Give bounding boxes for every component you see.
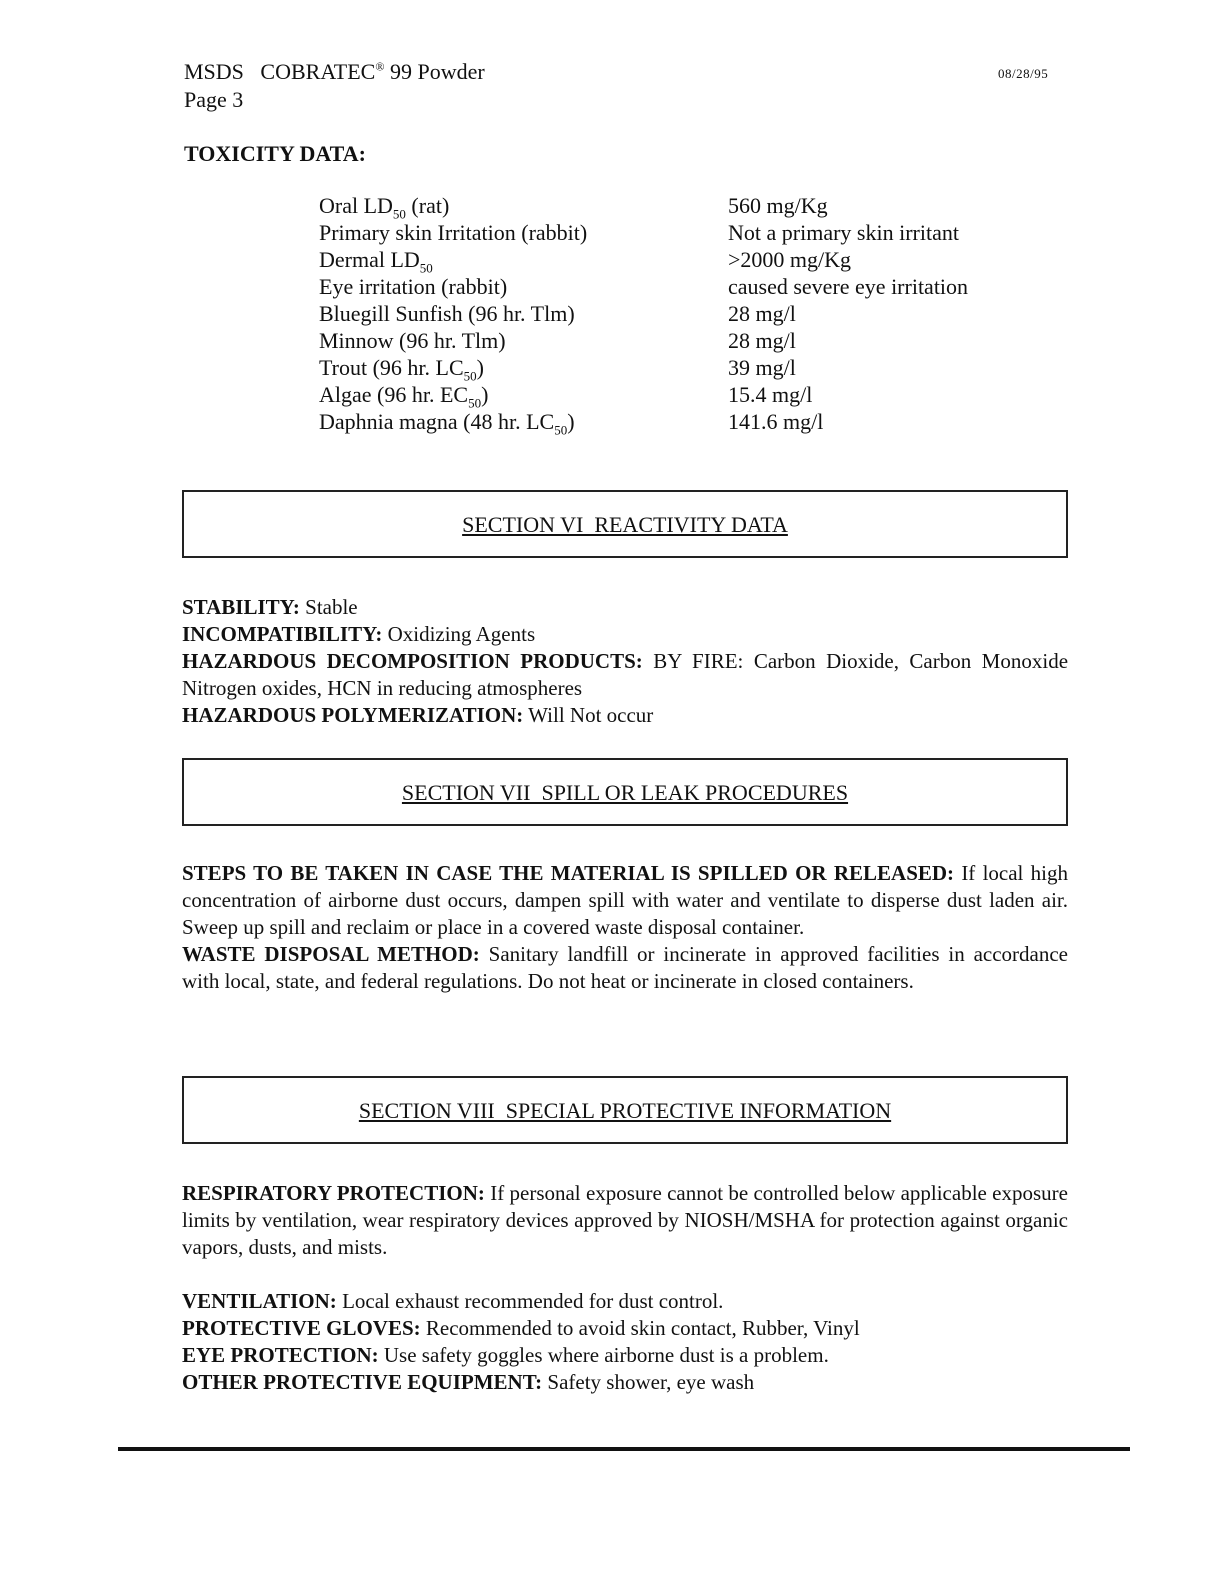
page-number: Page 3	[184, 87, 244, 112]
toxicity-title: TOXICITY DATA:	[184, 141, 366, 166]
section-8-title: SECTION VIII SPECIAL PROTECTIVE INFORMATION	[358, 1098, 892, 1123]
other-equipment-line	[182, 1369, 1068, 1396]
toxicity-value: 15.4 mg/l	[728, 382, 813, 407]
toxicity-value: 28 mg/l	[728, 328, 796, 353]
steps-value: If local high concentration of airborne dust occurs, dampen spill with water and ventilate to disperse dust laden air. Sweep up spill and reclaim or place in a covered waste disposal container.	[182, 861, 1068, 939]
toxicity-test	[319, 382, 489, 411]
stability-label: STABILITY:	[182, 595, 300, 619]
toxicity-test-text: Trout (96 hr. LC	[319, 355, 464, 380]
toxicity-row	[319, 300, 1039, 327]
toxicity-value: 39 mg/l	[728, 355, 796, 380]
steps-paragraph	[182, 860, 1068, 941]
header-title	[184, 58, 485, 86]
toxicity-test	[319, 301, 575, 326]
section-6-title: SECTION VI REACTIVITY DATA	[462, 512, 788, 537]
toxicity-row	[319, 192, 1039, 222]
toxicity-test	[319, 220, 587, 245]
document-header	[184, 58, 485, 114]
toxicity-test-text: Daphnia magna (48 hr. LC	[319, 409, 555, 434]
section-8-box	[182, 1076, 1068, 1144]
toxicity-test-subscript: 50	[463, 368, 477, 384]
respiratory-block	[182, 1180, 1068, 1261]
incompatibility-line	[182, 621, 1068, 648]
toxicity-test-text: Algae (96 hr. EC	[319, 382, 469, 407]
toxicity-row	[319, 408, 1039, 438]
toxicity-test	[319, 328, 506, 353]
toxicity-test-suffix: (rat)	[405, 193, 450, 218]
respiratory-label: RESPIRATORY PROTECTION:	[182, 1181, 485, 1205]
polymerization-value: Will Not occur	[523, 703, 654, 727]
other-equipment-value: Safety shower, eye wash	[542, 1370, 755, 1394]
ventilation-value: Local exhaust recommended for dust control.	[336, 1289, 724, 1313]
toxicity-test-text: Oral LD	[319, 193, 393, 218]
footer-rule	[118, 1447, 1130, 1451]
waste-label: WASTE DISPOSAL METHOD:	[182, 942, 480, 966]
toxicity-value: 560 mg/Kg	[728, 193, 828, 218]
toxicity-row	[319, 354, 1039, 384]
waste-value: Sanitary landfill or incinerate in approved facilities in accordance with local, state, and federal regulations. Do not heat or incinerate in closed containers.	[182, 942, 1068, 993]
toxicity-row	[319, 327, 1039, 354]
reactivity-data	[182, 594, 1068, 729]
toxicity-value: >2000 mg/Kg	[728, 247, 852, 272]
toxicity-test	[319, 247, 433, 276]
decomposition-label: HAZARDOUS DECOMPOSITION PRODUCTS:	[182, 649, 643, 673]
toxicity-test-text: Primary skin Irritation (rabbit)	[319, 220, 588, 245]
toxicity-test	[319, 355, 484, 384]
gloves-label: PROTECTIVE GLOVES:	[182, 1316, 421, 1340]
respiratory-value: If personal exposure cannot be controlled below applicable exposure limits by ventilation, wear respiratory devices approved by NIOSH/MSHA for protection against organic vapors, dusts, and mists.	[182, 1181, 1068, 1259]
polymerization-label: HAZARDOUS POLYMERIZATION:	[182, 703, 524, 727]
protective-block	[182, 1288, 1068, 1396]
registered-mark: ®	[375, 59, 385, 74]
eye-protection-line	[182, 1342, 1068, 1369]
toxicity-test	[319, 409, 575, 438]
toxicity-test-text: Bluegill Sunfish (96 hr. Tlm)	[319, 301, 575, 326]
eye-protection-label: EYE PROTECTION:	[182, 1343, 379, 1367]
toxicity-value: 141.6 mg/l	[728, 409, 824, 434]
toxicity-row	[319, 219, 1039, 246]
toxicity-test-suffix: )	[476, 355, 484, 380]
toxicity-test-subscript: 50	[468, 395, 482, 411]
section-7-box	[182, 758, 1068, 826]
gloves-value: Recommended to avoid skin contact, Rubber, Vinyl	[420, 1316, 860, 1340]
gloves-line	[182, 1315, 1068, 1342]
toxicity-test-text: Dermal LD	[319, 247, 420, 272]
toxicity-test-subscript: 50	[392, 206, 406, 222]
decomposition-value: BY FIRE: Carbon Dioxide, Carbon Monoxide Nitrogen oxides, HCN in reducing atmospheres	[182, 649, 1069, 700]
toxicity-test-suffix: )	[567, 409, 575, 434]
incompatibility-label: INCOMPATIBILITY:	[182, 622, 383, 646]
stability-value: Stable	[299, 595, 358, 619]
toxicity-test	[319, 274, 507, 299]
document-date: 08/28/95	[998, 66, 1049, 81]
toxicity-test-subscript: 50	[554, 422, 568, 438]
steps-label: STEPS TO BE TAKEN IN CASE THE MATERIAL IS SPILLED OR RELEASED:	[182, 861, 955, 885]
product-name: COBRATEC	[260, 59, 376, 84]
toxicity-row	[319, 381, 1039, 411]
toxicity-row	[319, 273, 1039, 300]
other-equipment-label: OTHER PROTECTIVE EQUIPMENT:	[182, 1370, 543, 1394]
toxicity-value: Not a primary skin irritant	[728, 220, 959, 245]
product-suffix: 99 Powder	[384, 59, 485, 84]
toxicity-value: 28 mg/l	[728, 301, 796, 326]
section-6-box	[182, 490, 1068, 558]
stability-line	[182, 594, 1068, 621]
polymerization-line	[182, 702, 1068, 729]
toxicity-test-text: Minnow (96 hr. Tlm)	[319, 328, 506, 353]
toxicity-test-subscript: 50	[419, 260, 433, 276]
waste-paragraph	[182, 941, 1068, 995]
toxicity-test-suffix: )	[481, 382, 489, 407]
ventilation-label: VENTILATION:	[182, 1289, 337, 1313]
spill-procedures	[182, 860, 1068, 995]
respiratory-paragraph	[182, 1180, 1068, 1261]
eye-protection-value: Use safety goggles where airborne dust is a problem.	[378, 1343, 829, 1367]
decomposition-line	[182, 648, 1068, 702]
toxicity-table	[319, 192, 1039, 438]
doc-type: MSDS	[184, 59, 244, 84]
incompatibility-value: Oxidizing Agents	[382, 622, 536, 646]
toxicity-row	[319, 246, 1039, 276]
toxicity-value: caused severe eye irritation	[728, 274, 969, 299]
toxicity-test-text: Eye irritation (rabbit)	[319, 274, 508, 299]
toxicity-test	[319, 193, 450, 222]
section-7-title: SECTION VII SPILL OR LEAK PROCEDURES	[401, 780, 849, 805]
ventilation-line	[182, 1288, 1068, 1315]
